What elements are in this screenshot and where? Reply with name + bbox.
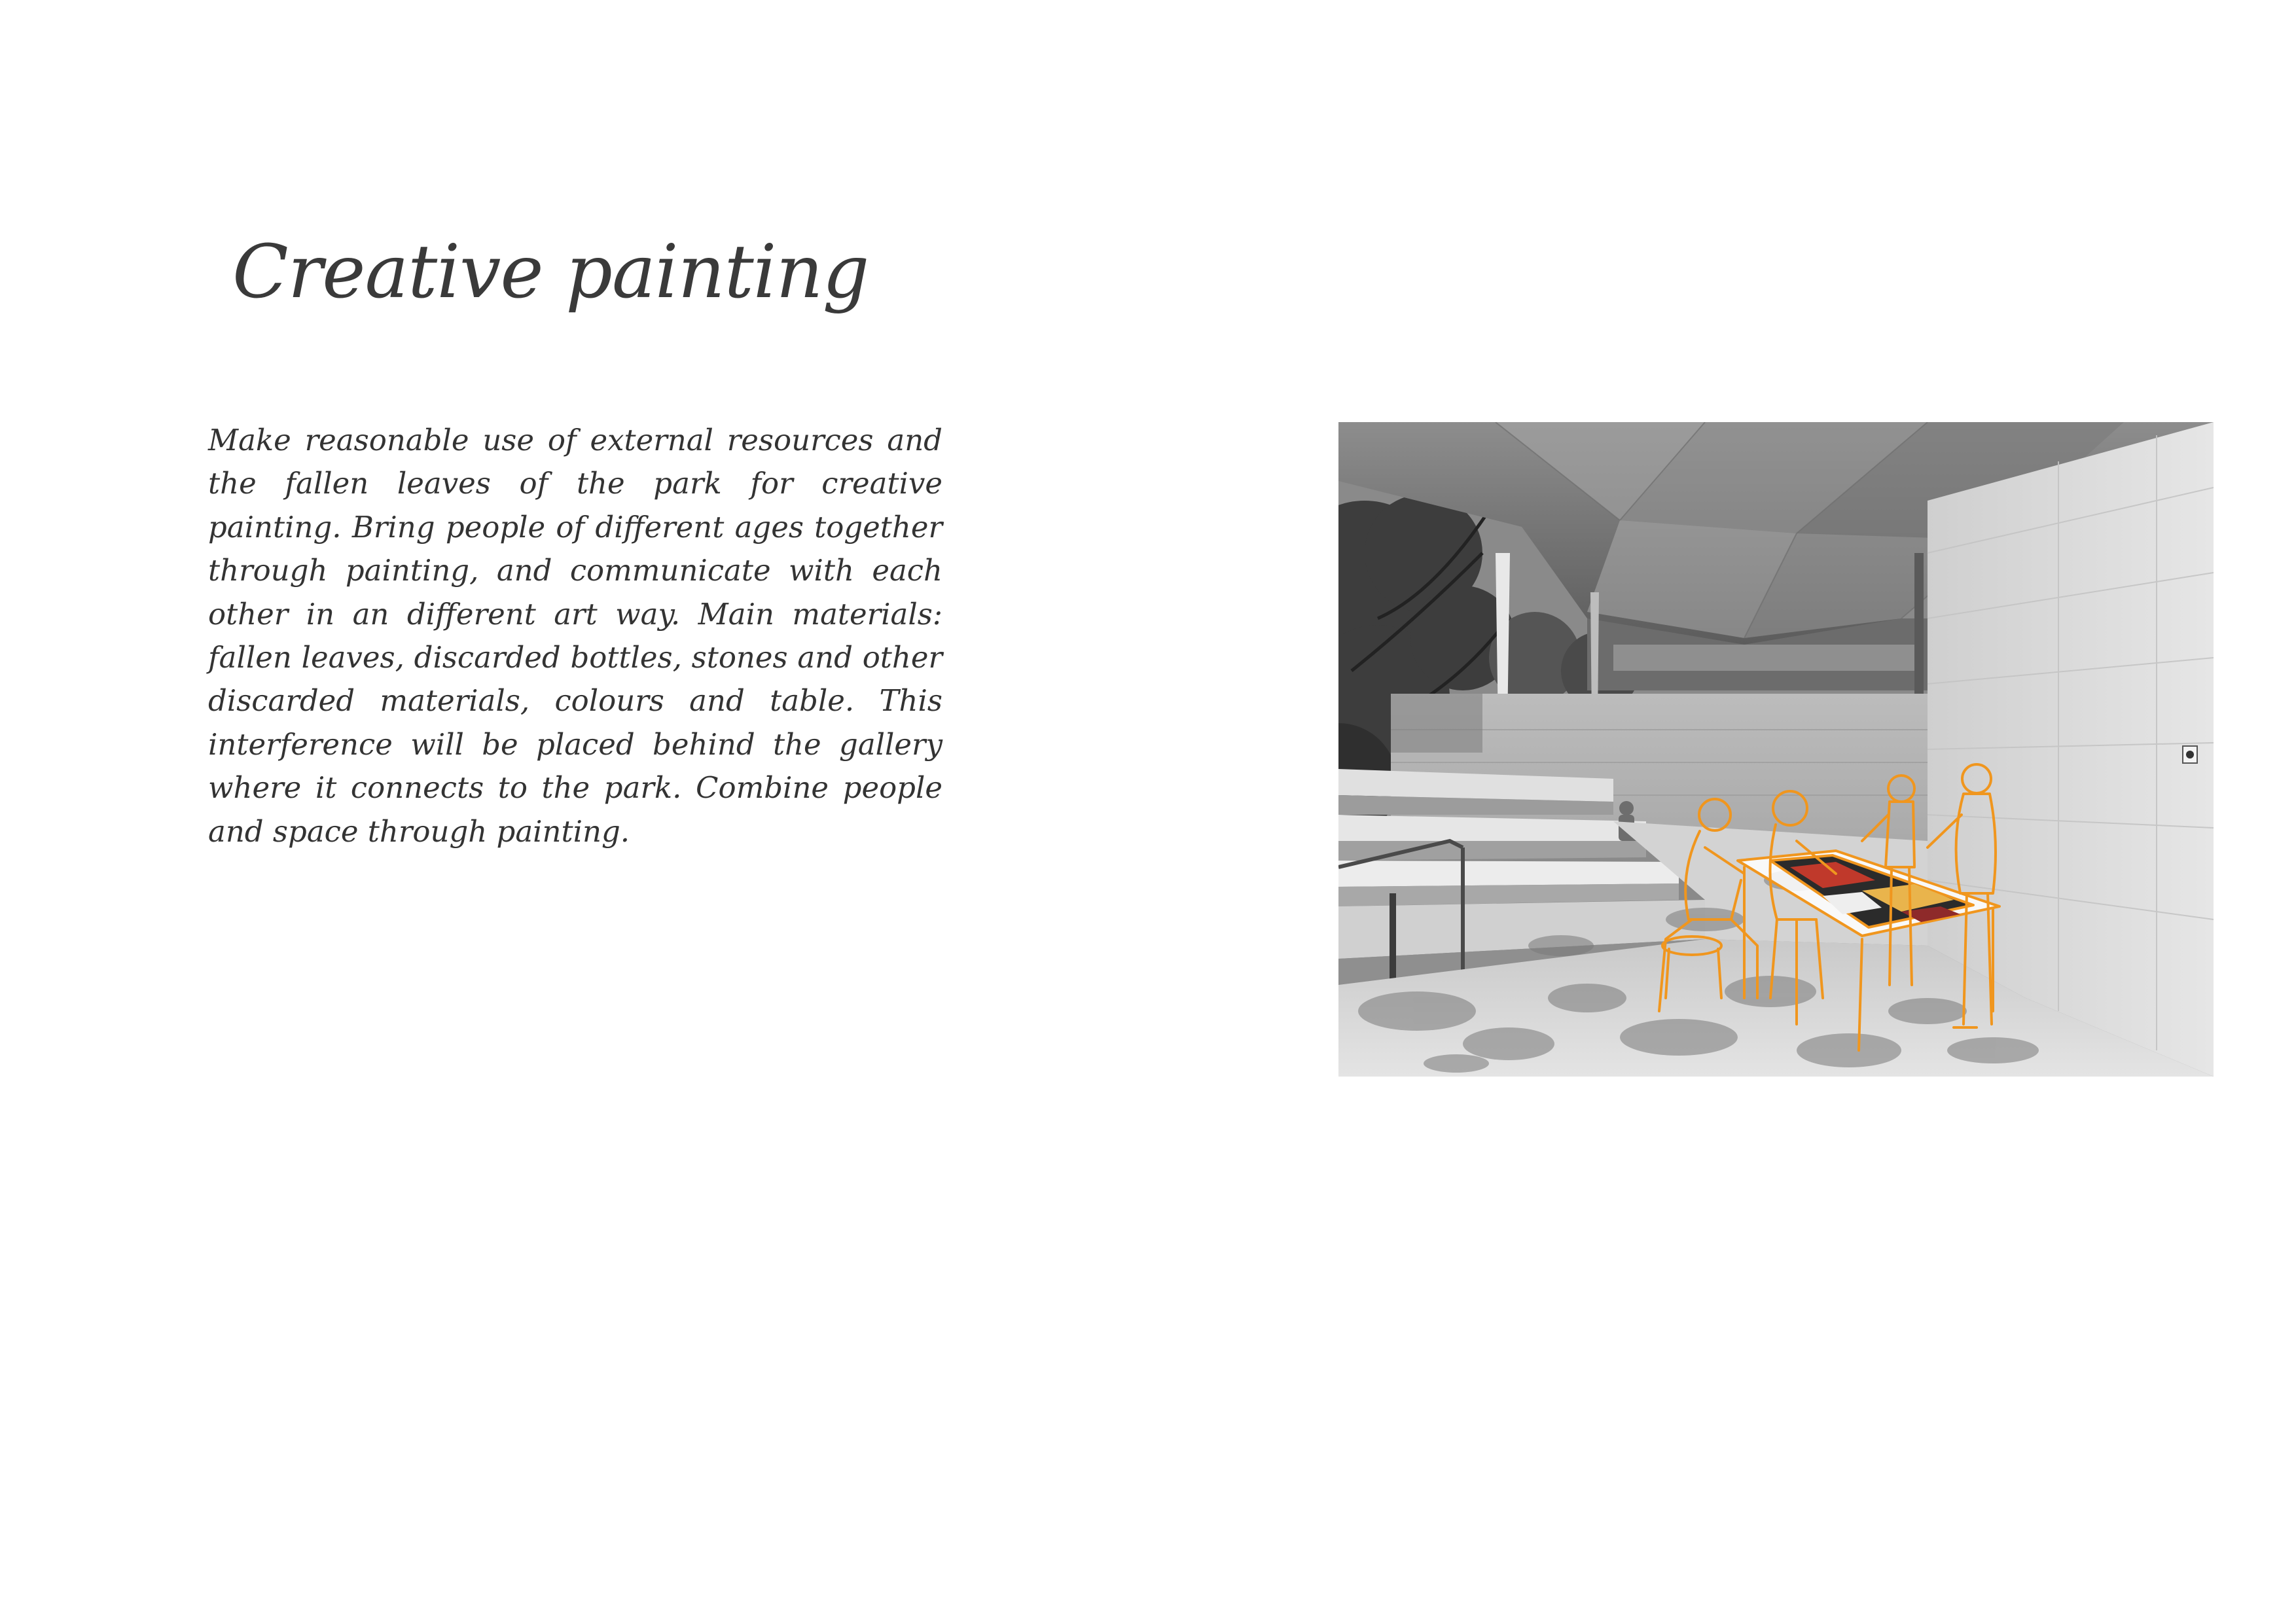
description-paragraph: Make reasonable use of external resources and the fallen leaves of the park for creative painting. Bring people of different ages together through painting, and communicate with each other in an different art way. Main materials: fallen leaves, discarded bottles, stones and other discarded materials, colours and table. This interference will be placed behind the gallery where it connects to the park. Combine people and space through painting. <box>208 423 942 849</box>
page-title: Creative painting <box>232 230 869 315</box>
site-photo-illustration <box>1338 422 2214 1077</box>
site-photo-with-sketch <box>1338 422 2214 1077</box>
